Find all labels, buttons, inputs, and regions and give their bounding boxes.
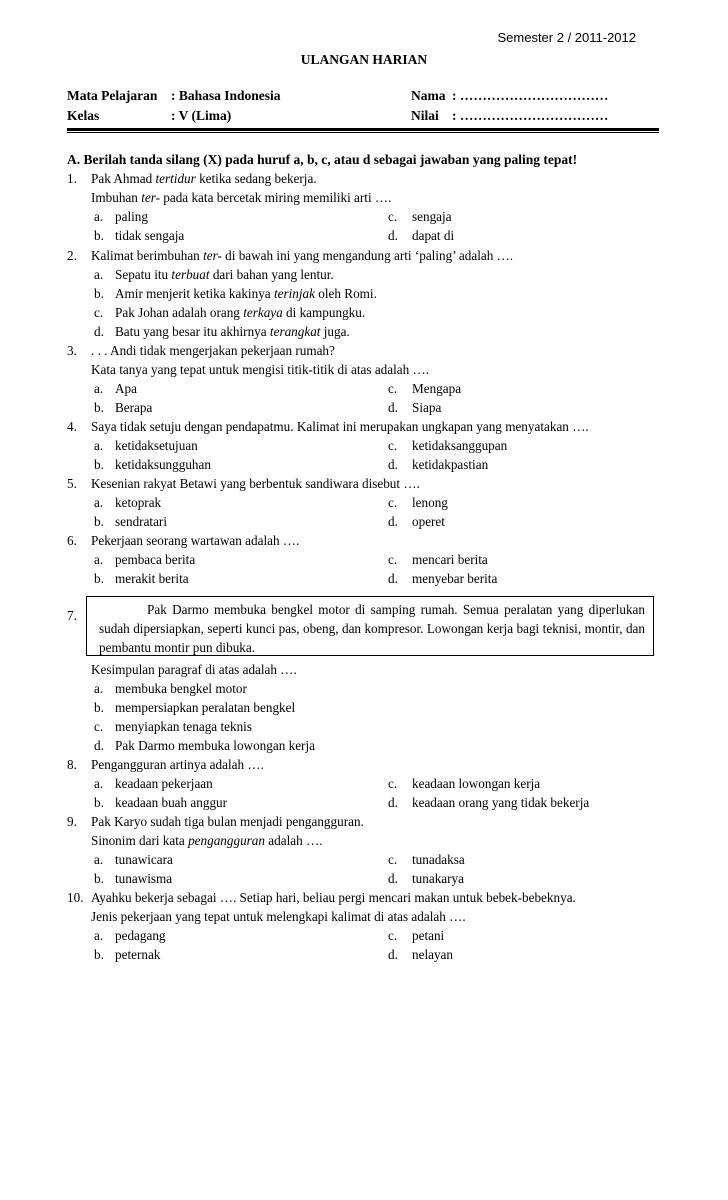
name-field[interactable]: : …………………………… [452, 88, 609, 103]
option-c[interactable]: Mengapa [412, 381, 462, 396]
question-number: 6. [67, 533, 77, 548]
options-row [67, 207, 667, 226]
option-d-label[interactable]: d. [388, 514, 398, 529]
option-b-label[interactable]: b. [94, 795, 104, 810]
semester-label: Semester 2 / 2011-2012 [497, 30, 636, 45]
question-subtext: Imbuhan ter- pada kata bercetak miring memiliki arti …. [91, 190, 392, 205]
question-2 [67, 246, 667, 341]
option-c-label[interactable]: c. [94, 719, 104, 734]
option-d-label[interactable]: d. [94, 738, 104, 753]
subject-value: : Bahasa Indonesia [171, 88, 281, 103]
option-c-label[interactable]: c. [388, 852, 398, 867]
question-number: 10. [67, 890, 84, 905]
name-label: Nama [411, 88, 446, 103]
option-c-label[interactable]: c. [388, 495, 398, 510]
question-6 [67, 531, 667, 588]
option-row [67, 303, 667, 322]
option-c[interactable]: Pak Johan adalah orang terkaya di kampungku. [115, 305, 366, 320]
option-d[interactable]: Pak Darmo membuka lowongan kerja [115, 738, 315, 753]
option-d-label[interactable]: d. [388, 947, 398, 962]
question-number: 1. [67, 171, 77, 186]
reading-paragraph: Pak Darmo membuka bengkel motor di samping rumah. Semua peralatan yang diperlukan sudah dipersiapkan, seperti kunci pas, obeng, dan kompresor. Lowongan kerja bagi teknisi, montir, dan pembantu montir pun dibuka. [99, 602, 645, 655]
option-c[interactable]: ketidaksanggupan [412, 438, 508, 453]
page-title: ULANGAN HARIAN [300, 52, 428, 67]
option-b[interactable]: merakit berita [115, 571, 189, 586]
options-row [67, 945, 667, 964]
option-row [67, 284, 667, 303]
options-row [67, 793, 667, 812]
option-a[interactable]: keadaan pekerjaan [115, 776, 213, 791]
option-b[interactable]: sendratari [115, 514, 167, 529]
question-subtext: Jenis pekerjaan yang tepat untuk melengkapi kalimat di atas adalah …. [91, 909, 466, 924]
option-b[interactable]: Amir menjerit ketika kakinya terinjak oleh Romi. [115, 286, 377, 301]
option-a-label[interactable]: a. [94, 209, 104, 224]
question-1 [67, 169, 667, 245]
option-d[interactable]: tunakarya [412, 871, 464, 886]
option-d-label[interactable]: d. [388, 457, 398, 472]
option-b[interactable]: ketidaksungguhan [115, 457, 211, 472]
option-b-label[interactable]: b. [94, 947, 104, 962]
option-d[interactable]: nelayan [412, 947, 454, 962]
question-7 [67, 660, 667, 755]
question-4 [67, 417, 667, 474]
option-a[interactable]: membuka bengkel motor [115, 681, 247, 696]
option-row [67, 736, 667, 755]
header-divider [67, 128, 659, 131]
options-row [67, 379, 667, 398]
option-b[interactable]: tunawisma [115, 871, 173, 886]
question-text: Kalimat berimbuhan ter- di bawah ini yang mengandung arti ‘paling’ adalah …. [91, 248, 514, 263]
question-number: 9. [67, 814, 77, 829]
option-c[interactable]: lenong [412, 495, 448, 510]
option-row [67, 265, 667, 284]
option-c-label[interactable]: c. [388, 381, 398, 396]
option-row [67, 717, 667, 736]
options-row [67, 512, 667, 531]
options-row [67, 226, 667, 245]
question-text: . . . Andi tidak mengerjakan pekerjaan rumah? [91, 343, 335, 358]
option-b-label[interactable]: b. [94, 400, 104, 415]
option-a[interactable]: Apa [115, 381, 137, 396]
option-a[interactable]: pembaca berita [115, 552, 196, 567]
options-row [67, 569, 667, 588]
option-b-label[interactable]: b. [94, 571, 104, 586]
option-a-label[interactable]: a. [94, 776, 104, 791]
question-9 [67, 812, 667, 888]
options-row [67, 550, 667, 569]
options-row [67, 774, 667, 793]
option-b-label[interactable]: b. [94, 700, 104, 715]
option-a[interactable]: ketoprak [115, 495, 162, 510]
question-5 [67, 474, 667, 531]
option-b-label[interactable]: b. [94, 871, 104, 886]
section-a-instruction: A. Berilah tanda silang (X) pada huruf a, b, c, atau d sebagai jawaban yang paling tepat! [67, 152, 578, 167]
option-b-label[interactable]: b. [94, 514, 104, 529]
option-b-label[interactable]: b. [94, 286, 104, 301]
question-number: 5. [67, 476, 77, 491]
option-c[interactable]: mencari berita [412, 552, 488, 567]
option-c[interactable]: keadaan lowongan kerja [412, 776, 541, 791]
option-b-label[interactable]: b. [94, 228, 104, 243]
question-number: 7. [67, 608, 77, 623]
question-text: Saya tidak setuju dengan pendapatmu. Kalimat ini merupakan ungkapan yang menyatakan …. [91, 419, 589, 434]
option-a-label[interactable]: a. [94, 681, 104, 696]
option-a-label[interactable]: a. [94, 495, 104, 510]
option-a[interactable]: Sepatu itu terbuat dari bahan yang lentur. [115, 267, 334, 282]
option-c-label[interactable]: c. [94, 305, 104, 320]
option-a[interactable]: paling [115, 209, 148, 224]
class-value: : V (Lima) [171, 108, 232, 123]
option-d[interactable]: Siapa [412, 400, 442, 415]
option-a[interactable]: pedagang [115, 928, 166, 943]
option-d[interactable]: dapat di [412, 228, 455, 243]
option-a-label[interactable]: a. [94, 267, 104, 282]
option-b[interactable]: Berapa [115, 400, 153, 415]
option-b-label[interactable]: b. [94, 457, 104, 472]
option-d-label[interactable]: d. [388, 228, 398, 243]
option-c[interactable]: tunadaksa [412, 852, 465, 867]
option-d[interactable]: operet [412, 514, 445, 529]
question-8 [67, 755, 667, 812]
option-b[interactable]: peternak [115, 947, 161, 962]
option-row [67, 322, 667, 341]
option-b[interactable]: keadaan buah anggur [115, 795, 228, 810]
options-row [67, 850, 667, 869]
option-c-label[interactable]: c. [388, 552, 398, 567]
question-3 [67, 341, 667, 417]
question-text: Pengangguran artinya adalah …. [91, 757, 264, 772]
subject-label: Mata Pelajaran [67, 88, 158, 103]
question-number: 2. [67, 248, 77, 263]
option-b[interactable]: mempersiapkan peralatan bengkel [115, 700, 296, 715]
question-text: Pak Ahmad tertidur ketika sedang bekerja. [91, 171, 317, 186]
option-c[interactable]: petani [412, 928, 445, 943]
options-row [67, 869, 667, 888]
score-label: Nilai [411, 108, 439, 123]
question-subtext: Kata tanya yang tepat untuk mengisi titik-titik di atas adalah …. [91, 362, 430, 377]
option-d[interactable]: ketidakpastian [412, 457, 489, 472]
options-row [67, 493, 667, 512]
options-row [67, 398, 667, 417]
option-a-label[interactable]: a. [94, 381, 104, 396]
option-a-label[interactable]: a. [94, 852, 104, 867]
option-c-label[interactable]: c. [388, 776, 398, 791]
option-d-label[interactable]: d. [94, 324, 104, 339]
option-c-label[interactable]: c. [388, 438, 398, 453]
option-a[interactable]: tunawicara [115, 852, 173, 867]
question-text: Pak Karyo sudah tiga bulan menjadi pengangguran. [91, 814, 364, 829]
question-text: Ayahku bekerja sebagai …. Setiap hari, beliau pergi mencari makan untuk bebek-bebeknya. [91, 890, 576, 905]
option-d[interactable]: menyebar berita [412, 571, 498, 586]
option-d-label[interactable]: d. [388, 871, 398, 886]
options-row [67, 436, 667, 455]
option-d-label[interactable]: d. [388, 571, 398, 586]
header-divider-thin [67, 132, 659, 133]
class-label: Kelas [67, 108, 100, 123]
option-c[interactable]: menyiapkan tenaga teknis [115, 719, 252, 734]
option-d[interactable]: keadaan orang yang tidak bekerja [412, 795, 590, 810]
option-b[interactable]: tidak sengaja [115, 228, 185, 243]
question-subtext: Sinonim dari kata pengangguran adalah …. [91, 833, 323, 848]
option-row [67, 679, 667, 698]
options-row [67, 926, 667, 945]
reading-paragraph-box [86, 596, 654, 656]
question-text: Pekerjaan seorang wartawan adalah …. [91, 533, 300, 548]
score-field[interactable]: : …………………………… [452, 108, 609, 123]
option-d[interactable]: Batu yang besar itu akhirnya terangkat juga. [115, 324, 350, 339]
options-row [67, 455, 667, 474]
question-subtext: Kesimpulan paragraf di atas adalah …. [91, 662, 297, 677]
option-a-label[interactable]: a. [94, 552, 104, 567]
option-a-label[interactable]: a. [94, 928, 104, 943]
option-d-label[interactable]: d. [388, 795, 398, 810]
option-row [67, 698, 667, 717]
option-d-label[interactable]: d. [388, 400, 398, 415]
question-number: 3. [67, 343, 77, 358]
option-a-label[interactable]: a. [94, 438, 104, 453]
question-number: 8. [67, 757, 77, 772]
option-a[interactable]: ketidaksetujuan [115, 438, 198, 453]
option-c[interactable]: sengaja [412, 209, 452, 224]
option-c-label[interactable]: c. [388, 928, 398, 943]
question-10 [67, 888, 667, 964]
question-number: 4. [67, 419, 77, 434]
option-c-label[interactable]: c. [388, 209, 398, 224]
question-text: Kesenian rakyat Betawi yang berbentuk sandiwara disebut …. [91, 476, 420, 491]
